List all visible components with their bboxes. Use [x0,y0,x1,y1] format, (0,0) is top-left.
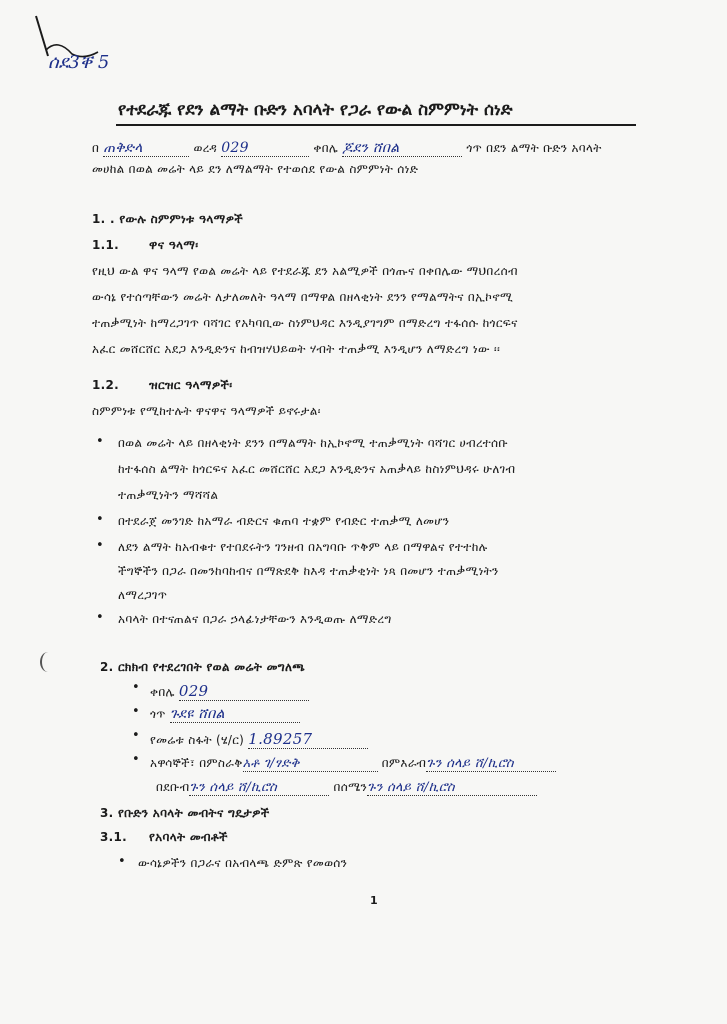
bullet-3-line-3: ለማረጋገጥ [118,588,168,602]
page-number: 1 [370,894,378,907]
section-1-1-line-1: የዚህ ውል ዋና ዓላማ የወል መሬት ላይ የተደራጁ ደን አልሚዎች በጎጡና በቀበሌው ማህበረሰብ [92,264,518,278]
field-woreda: 029 [221,140,309,157]
field-south-value: ጉን ሰላይ ሸ/ኪሮስ [189,780,329,796]
field-kebele-value: 029 [179,682,309,701]
section-1-2-heading: 1.2. ዝርዝር ዓላማዎች፡ [92,378,233,392]
field-row-boundaries-2: በደቡብጉን ሰላይ ሸ/ኪሮስ በሰሜንጉን ሰላይ ሸ/ኪሮስ [156,780,537,796]
field-row-kebele: ቀበሌ 029 [150,682,309,701]
page-title: የተደራጁ የደን ልማት ቡድን አባላት የጋራ የውል ስምምነት ሰነድ [118,100,513,120]
bullet-3-line-2: ችግኞችን በጋራ በመንከባከብና በማጽደቅ ከእዳ ተጠቃቂነት ነጻ በመሆን ተጠቃሚነትን [118,564,499,578]
section-1-1-line-2: ውሳኔ የተሰጣቸውን መሬት ለታለመለት ዓላማ በማዋል በዘላቂነት ደንን የማልማትና በኢኮኖሚ [92,290,514,304]
field-row-area: የመሬቱ ስፋት (ሄ/ር) 1.89257 [150,730,368,749]
bullet-dot: • [96,538,104,553]
bullet-dot: • [96,434,104,449]
bullet-2-line-1: በተደራጀ መንገድ ከአማራ ብድርና ቁጠባ ተቋም የብድር ተጠቃሚ ለመሆን [118,514,450,528]
section-1-2-intro: ስምምነቱ የሚከተሉት ዋናዋና ዓላማዎች ይኖሩታል፡ [92,404,321,418]
section-1-1-line-4: አፈር መሸርሸር አደጋ እንዲድንና ከብዝሃህይወት ሃብት ተጠቃሚ እንዲሆን ለማድረግ ነው ፡፡ [92,342,501,356]
section-3-1-bullet-1: ውሳኔዎችን በጋራና በአብላጫ ድምጽ የመወሰን [138,856,348,870]
section-1-heading: 1. . የውሉ ስምምነቱ ዓላማዎች [92,212,244,226]
field-row-boundaries-1: አዋሳኞች፣ በምስራቅአቶ ገ/ፃድቅ በምእራብጉን ሰላይ ሸ/ኪሮስ [150,756,556,772]
section-3-heading: 3. የቡድን አባላት መብትና ግዴታዎች [100,806,270,820]
bullet-dot: • [132,728,140,743]
title-underline [116,124,636,126]
bullet-dot: • [132,704,140,719]
field-west-value: ጉን ሰላይ ሸ/ኪሮስ [426,756,556,772]
punch-hole-mark [40,652,56,672]
bullet-dot: • [132,752,140,767]
handwritten-scribble [28,10,148,90]
bullet-1-line-2: ከተፋሰስ ልማት ከጎርፍና አፈር መሸርሸር አደጋ እንዲድንና አጠቃላይ ከስነምህዳሩ ሁለገብ [118,462,516,476]
field-got-value: ጉደዩ ሸበል [170,706,300,723]
bullet-3-line-1: ለደን ልማት ከአብቁተ የተበደሩትን ገንዘብ በአግባቡ ጥቅም ላይ በማዋልና የተተከሉ [118,540,488,554]
section-2-heading: 2. ርክክብ የተደረገበት የወል መሬት መግለጫ [100,660,306,674]
field-east-value: አቶ ገ/ፃድቅ [243,756,378,772]
bullet-dot: • [96,610,104,625]
bullet-1-line-3: ተጠቃሚነትን ማሻሻል [118,488,219,502]
intro-line-2: መሀከል በወል መሬት ላይ ደን ለማልማት የተወሰደ የውል ስምምነት ሰነድ [92,162,419,176]
bullet-4-line-1: አባላት በተናጠልና በጋራ ኃላፊነታቸውን እንዲወጡ ለማድረግ [118,612,392,626]
section-1-1-line-3: ተጠቃሚነት ከማረጋገጥ ባሻገር የአካባቢው ስነምህዳር እንዲያገግም በማድረግ ተፋሰሱ ከጎርፍና [92,316,518,330]
field-district: ጠቅድላ [103,140,189,157]
field-north-value: ጉን ሰላይ ሸ/ኪሮስ [367,780,537,796]
bullet-1-line-1: በወል መሬት ላይ በዘላቂነት ደንን በማልማት ከኢኮኖሚ ተጠቃሚነት ባሻገር ሀብረተሰቡ [118,436,508,450]
field-area-value: 1.89257 [248,730,368,749]
intro-line-1: በ ጠቅድላ ወረዳ 029 ቀበሌ ጆደን ሸበል ጎጥ በደን ልማት ቡድን አባላት [92,140,602,156]
handwritten-reference: ሰደ3ቐ 5 [48,52,110,73]
section-1-1-heading: 1.1. ዋና ዓላማ፡ [92,238,199,252]
field-kebele: ጆደን ሸበል [342,140,462,157]
field-row-got: ጎጥ ጉደዩ ሸበል [150,706,300,723]
bullet-dot: • [118,854,126,869]
section-3-1-heading: 3.1. የአባላት መብቶች [100,830,228,844]
bullet-dot: • [96,512,104,527]
bullet-dot: • [132,680,140,695]
